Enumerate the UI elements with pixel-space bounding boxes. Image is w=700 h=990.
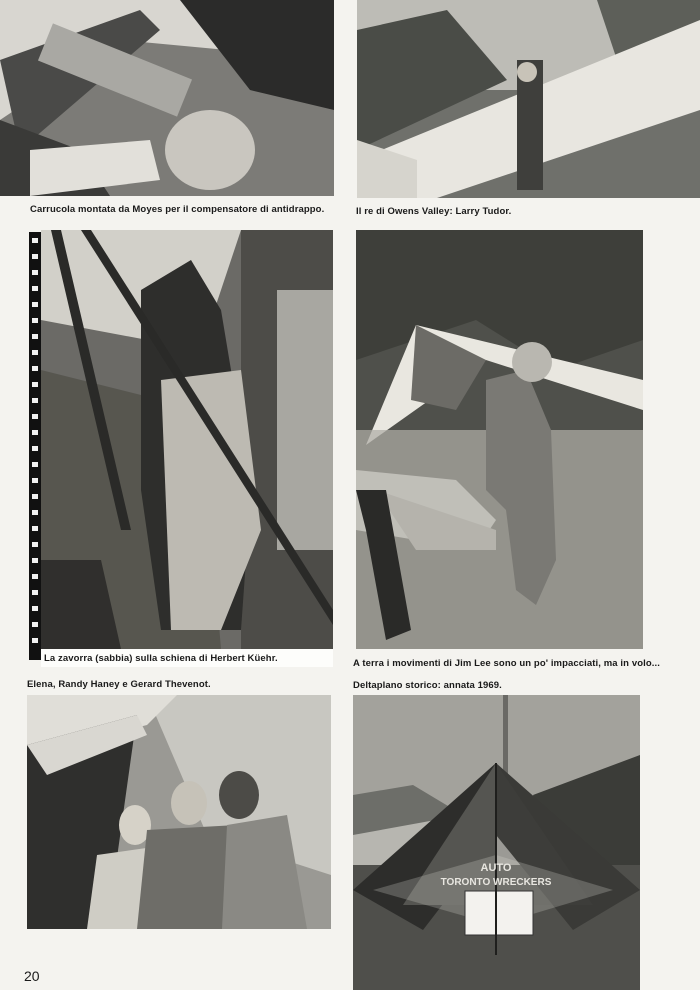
photo-jim-lee [356, 230, 643, 649]
photo-pulley [0, 0, 334, 196]
caption-jim-lee: A terra i movimenti di Jim Lee sono un po' impacciati, ma in volo... [353, 658, 660, 669]
caption-historic-glider: Deltaplano storico: annata 1969. [353, 680, 502, 691]
photo-historic-glider [353, 695, 640, 990]
glider-sail-text-auto: AUTO [480, 862, 512, 874]
photo-ballast [41, 230, 333, 649]
glider-sail-text-toronto: TORONTO WRECKERS [440, 877, 552, 888]
caption-ballast: La zavorra (sabbia) sulla schiena di Herbert Küehr. [44, 653, 278, 664]
photo-elena-group [27, 695, 331, 929]
page-number: 20 [24, 968, 40, 984]
caption-elena-group: Elena, Randy Haney e Gerard Thevenot. [27, 679, 211, 690]
caption-owens-valley: Il re di Owens Valley: Larry Tudor. [356, 206, 512, 217]
caption-pulley: Carrucola montata da Moyes per il compensatore di antidrappo. [30, 204, 325, 215]
film-edge-strip [29, 232, 41, 660]
photo-larry-tudor [357, 0, 700, 198]
